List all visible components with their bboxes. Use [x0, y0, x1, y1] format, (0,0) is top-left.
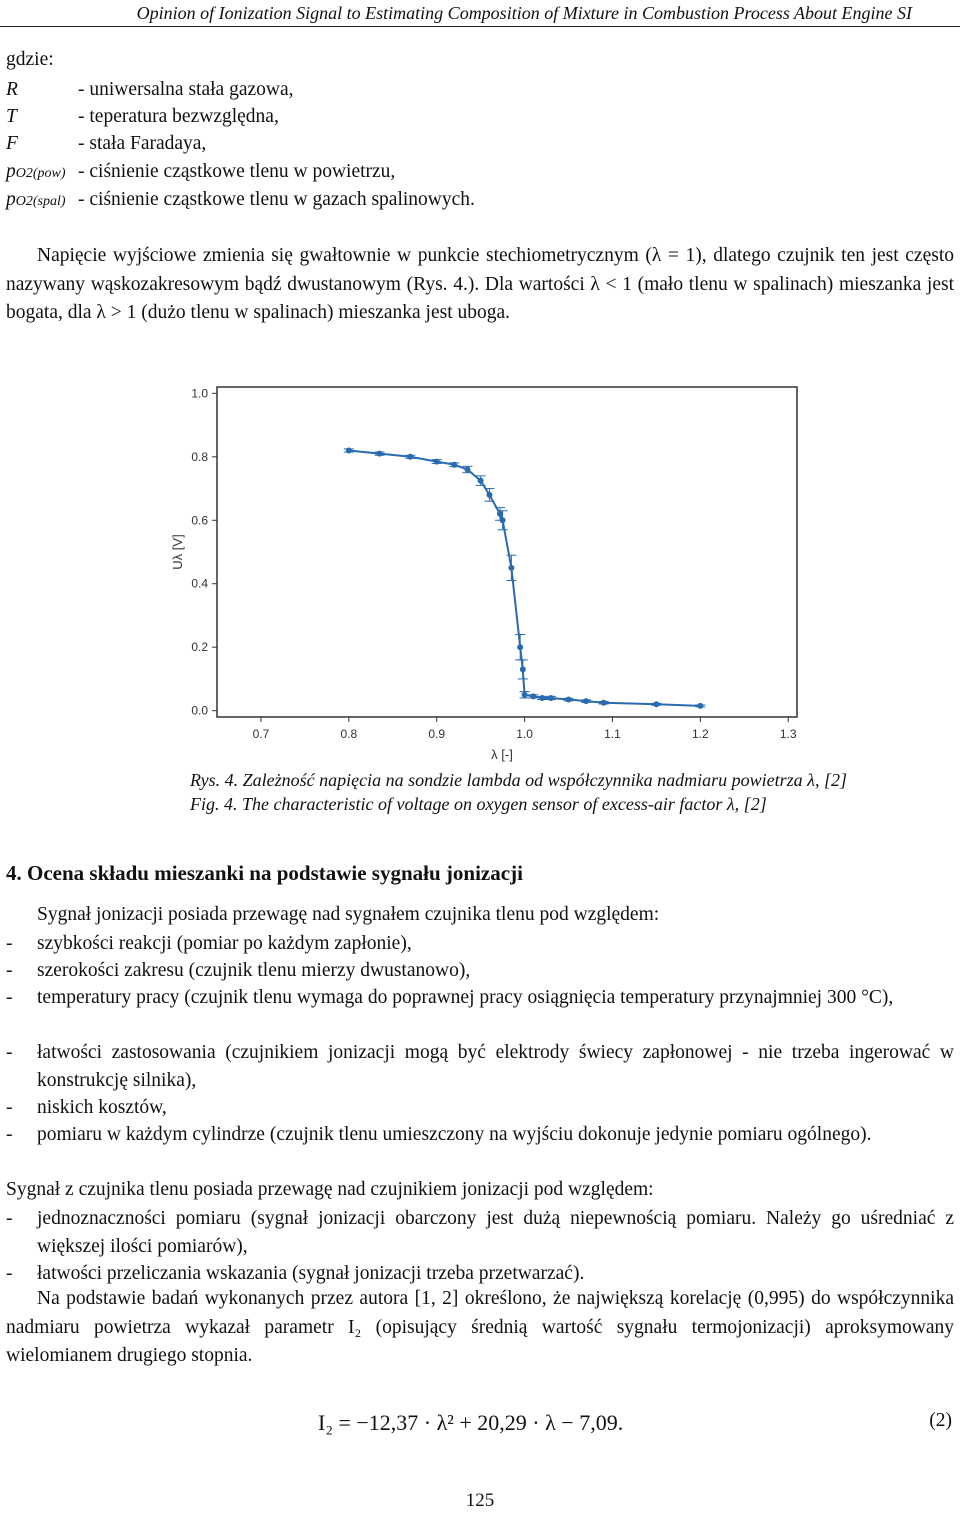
bullet-item	[6, 930, 954, 958]
definition-symbol: T	[6, 106, 17, 127]
data-point	[478, 478, 484, 484]
bullet-dash: -	[6, 987, 13, 1008]
data-point	[653, 701, 659, 707]
y-axis-label: Uλ [V]	[170, 534, 185, 570]
bullet-dash: -	[6, 1208, 13, 1229]
data-point	[548, 695, 554, 701]
oxygen-intro: Sygnał z czujnika tlenu posiada przewagę nad czujnikiem jonizacji pod względem:	[6, 1179, 654, 1200]
paragraph-1: Napięcie wyjściowe zmienia się gwałtownie w punkcie stechiometrycznym (λ = 1), dlatego czujnik ten jest często nazywany wąskozakresowym bądź dwustanowym (Rys. 4.). Dla wartości λ < 1 (mało tlenu w spalinach) mieszanka jest bogata, dla λ > 1 (dużo tlenu w spalinach) mieszanka jest uboga.	[6, 245, 954, 323]
y-tick-label: 0.6	[191, 513, 208, 528]
bullet-text: jednoznaczności pomiaru (sygnał jonizacji obarczony jest dużą niepewnością pomiaru. Należy go uśredniać z większej ilości pomiarów),	[37, 1208, 954, 1257]
bullet-text: szerokości zakresu (czujnik tlenu mierzy dwustanowo),	[37, 960, 471, 981]
y-tick-label: 0.4	[191, 576, 208, 591]
x-axis-label: λ [-]	[491, 747, 513, 762]
equation: I₂ = −12,37 · λ² + 20,29 · λ − 7,09.	[318, 1410, 624, 1435]
header-rule	[0, 26, 960, 27]
data-point	[601, 700, 607, 706]
data-point	[500, 517, 506, 523]
bullet-dash: -	[6, 933, 13, 954]
bullet-item	[6, 1260, 954, 1288]
data-point	[522, 692, 528, 698]
bullet-dash: -	[6, 1042, 13, 1063]
y-tick-label: 1.0	[191, 386, 208, 401]
data-point	[530, 693, 536, 699]
bullet-text: łatwości zastosowania (czujnikiem jonizacji mogą być elektrody świecy zapłonowej - nie trzeba ingerować w konstrukcję silnika),	[37, 1042, 954, 1091]
definition-symbol: pO2(pow)	[6, 161, 66, 182]
data-point	[464, 467, 470, 473]
bullet-text: szybkości reakcji (pomiar po każdym zapłonie),	[37, 933, 412, 954]
data-point	[497, 511, 503, 517]
plot-frame	[217, 387, 797, 717]
bullet-item	[6, 1205, 954, 1261]
data-point	[508, 565, 514, 571]
bullet-dash: -	[6, 1263, 13, 1284]
definition-text: - stała Faradaya,	[78, 133, 207, 154]
bullet-text: temperatury pracy (czujnik tlenu wymaga do poprawnej pracy osiągnięcia temperatury przynajmniej 300 °C),	[37, 987, 894, 1008]
definition-symbol: pO2(spal)	[6, 189, 66, 210]
x-tick-label: 0.7	[252, 727, 270, 741]
data-point	[407, 454, 413, 460]
equation-number: (2)	[929, 1410, 952, 1431]
x-tick-label: 0.9	[428, 727, 446, 741]
x-tick-label: 1.1	[604, 727, 621, 741]
definitions-intro: gdzie:	[6, 49, 54, 70]
definition-symbol: R	[6, 79, 18, 100]
bullet-dash: -	[6, 1097, 13, 1118]
data-point	[451, 462, 457, 468]
definition-text: - teperatura bezwzględna,	[78, 106, 279, 127]
data-point	[539, 695, 545, 701]
data-point	[486, 492, 492, 498]
x-tick-label: 1.0	[516, 727, 533, 741]
data-point	[346, 447, 352, 453]
bullet-text: łatwości przeliczania wskazania (sygnał jonizacji trzeba przetwarzać).	[37, 1263, 585, 1284]
section-intro: Sygnał jonizacji posiada przewagę nad sygnałem czujnika tlenu pod względem:	[37, 904, 660, 925]
x-tick-label: 0.8	[340, 727, 358, 741]
running-header: Opinion of Ionization Signal to Estimating Composition of Mixture in Combustion Process About Engine SI	[136, 3, 912, 23]
y-tick-label: 0.2	[191, 640, 208, 655]
figure-caption-pl: Rys. 4. Zależność napięcia na sondzie lambda od współczynnika nadmiaru powietrza λ, [2]	[190, 770, 847, 790]
bullet-dash: -	[6, 1124, 13, 1145]
data-point	[517, 644, 523, 650]
definition-text: - ciśnienie cząstkowe tlenu w gazach spalinowych.	[78, 189, 475, 210]
x-tick-label: 1.2	[691, 727, 709, 741]
data-point	[520, 666, 526, 672]
x-tick-label: 1.3	[779, 727, 797, 741]
figure-caption-en: Fig. 4. The characteristic of voltage on oxygen sensor of excess-air factor λ, [2]	[190, 794, 767, 814]
data-point	[566, 697, 572, 703]
bullet-text: pomiaru w każdym cylindrze (czujnik tlenu umieszczony na wyjściu dokonuje jedynie pomiaru ogólnego).	[37, 1124, 872, 1145]
bullet-item	[6, 984, 954, 1012]
bullet-item	[6, 1121, 954, 1149]
data-point	[434, 459, 440, 465]
bullet-item	[6, 1039, 954, 1095]
y-tick-label: 0.0	[191, 703, 208, 718]
y-tick-label: 0.8	[191, 449, 208, 464]
bullet-item	[6, 1094, 954, 1122]
data-point	[697, 703, 703, 709]
data-point	[377, 451, 383, 457]
definition-symbol: F	[6, 133, 18, 154]
data-point	[583, 698, 589, 704]
bullet-text: niskich kosztów,	[37, 1097, 167, 1118]
lambda-voltage-chart	[160, 372, 810, 764]
paragraph-final: Na podstawie badań wykonanych przez autora [1, 2] określono, że największą korelację (0,995) do współczynnika nadmiaru powietrza wykazał parametr I₂ (opisujący średnią wartość sygnału termojonizacji) aproksymowany wielomianem drugiego stopnia.	[6, 1288, 954, 1366]
bullet-dash: -	[6, 960, 13, 981]
bullet-item	[6, 957, 954, 985]
definition-text: - uniwersalna stała gazowa,	[78, 79, 294, 100]
definition-text: - ciśnienie cząstkowe tlenu w powietrzu,	[78, 161, 396, 182]
page-number: 125	[465, 1490, 495, 1511]
section-heading: 4. Ocena składu mieszanki na podstawie sygnału jonizacji	[6, 861, 523, 885]
